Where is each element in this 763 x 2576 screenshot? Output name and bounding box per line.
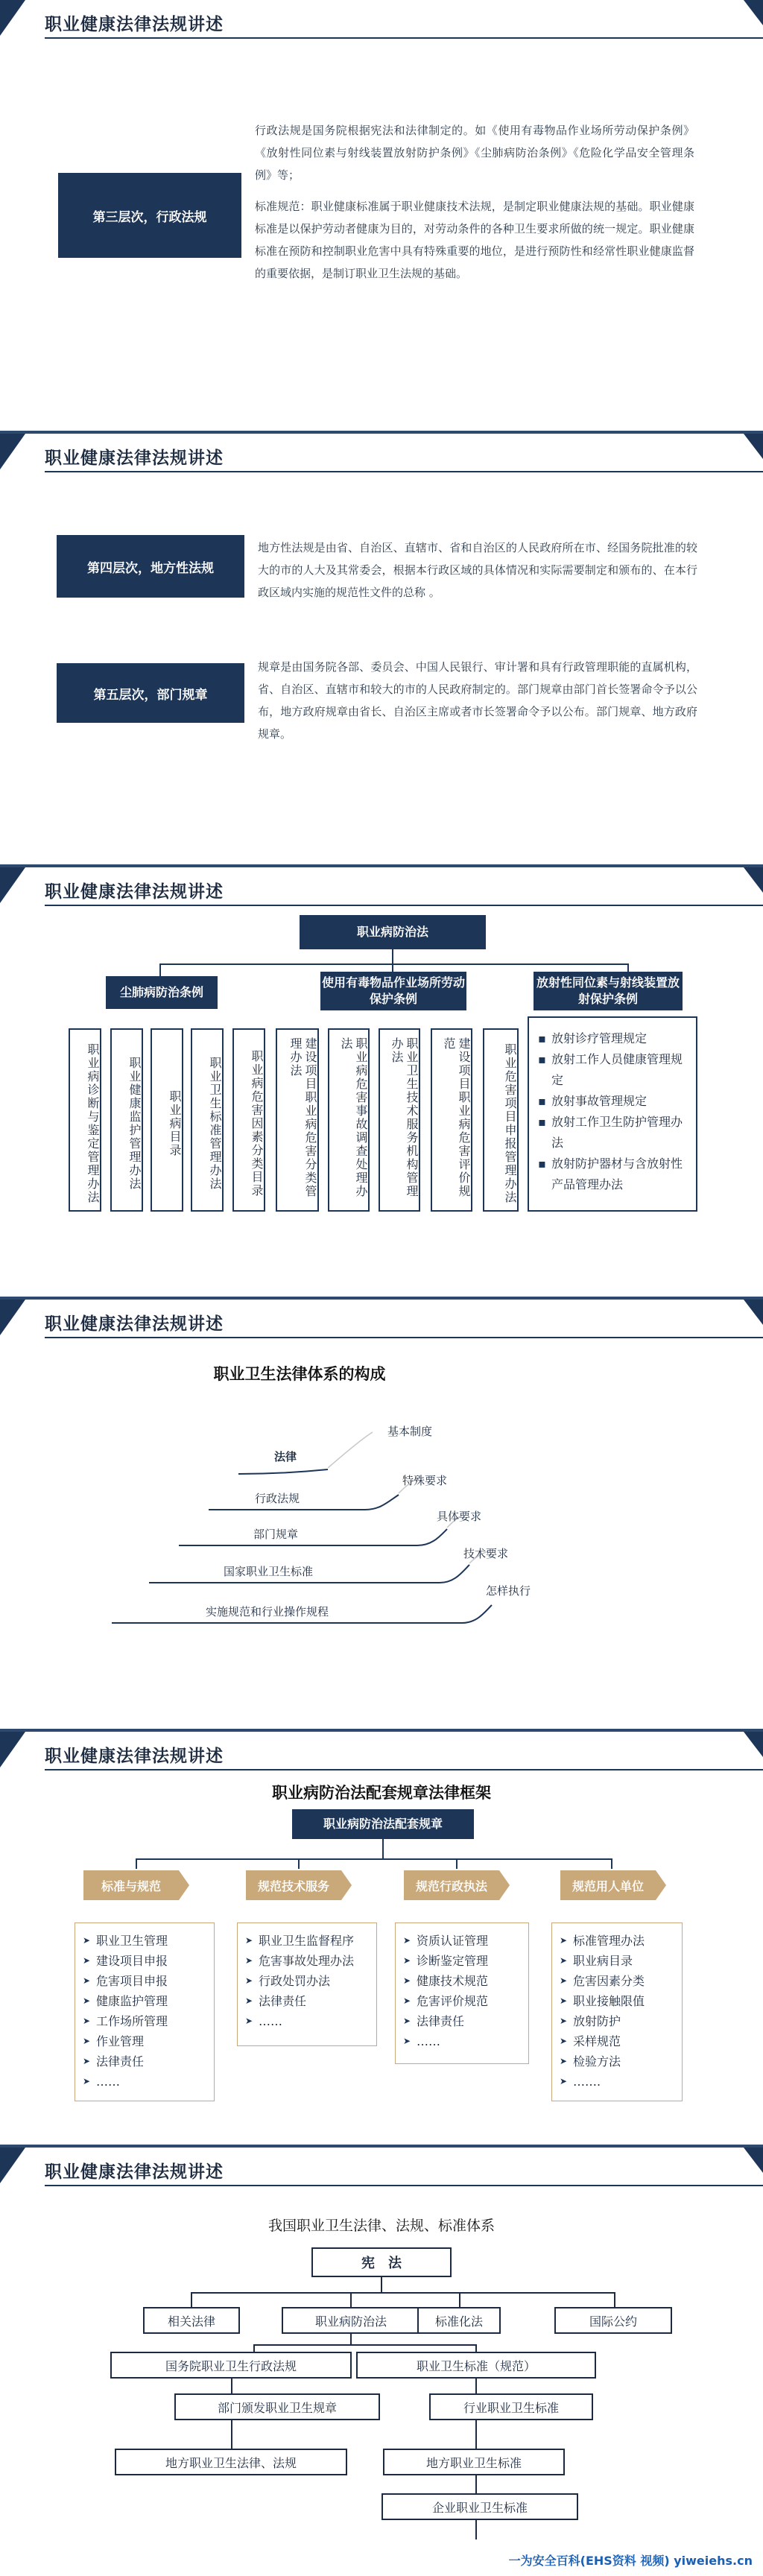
level-five-box: 第五层次，部门规章 [57, 663, 244, 723]
list-item: ➤ 放射防护 [560, 2011, 676, 2031]
list-item: ➤ 危害事故处理办法 [245, 1951, 370, 1971]
root-connector [392, 949, 393, 964]
curve-arrow [328, 1432, 373, 1468]
branch-connector [298, 1858, 300, 1869]
list-item: ➤ ……. [560, 2072, 676, 2092]
enterprise-standards-box: 企业职业卫生标准 [382, 2493, 578, 2520]
dept-rules-box: 部门颁发职业卫生规章 [174, 2393, 380, 2420]
list-item: ➤ 行政处罚办法 [245, 1971, 370, 1991]
list-item: ➤ 法律责任 [245, 1991, 370, 2011]
list-item: ➤ 诊断鉴定管理 [403, 1951, 522, 1971]
occupational-standards-box: 职业卫生标准（规范） [356, 2352, 596, 2379]
list-item: ➤ 资质认证管理 [403, 1931, 522, 1951]
standards-paragraph: 标准规范：职业健康标准属于职业健康技术法规，是制定职业健康法规的基础。职业健康标准是以保护劳动者健康为目的，对劳动条件的各种卫生要求所做的统一规定。职业健康标准在预防和控制职业危害中具有特殊重要的地位，是进行预防性和经常性职业健康监督的重要依据，是制订职业卫生法规的基础。 [255, 200, 694, 280]
connector [253, 2344, 255, 2352]
system-title: 职业卫生法律体系的构成 [213, 1365, 386, 1383]
connector [253, 2344, 477, 2346]
vertical-doc-box: 职业卫生技术服务机构管理办法 [379, 1028, 420, 1212]
vertical-doc-box: 职业病危害因素分类目录 [232, 1028, 265, 1212]
vertical-doc-box: 职业病危害事故调查处理办法 [328, 1028, 370, 1212]
header-title: 职业健康法律法规讲述 [45, 1747, 224, 1766]
list-item: ▪ 放射事故管理规定 [538, 1091, 688, 1112]
level-practice: 实施规范和行业操作规程 [206, 1605, 329, 1618]
level-law: 法律 [274, 1450, 297, 1463]
header-accent [0, 1732, 25, 1768]
branch-box-pneumoconiosis: 尘肺病防治条例 [106, 976, 218, 1009]
connector [350, 2292, 352, 2307]
slide-administrative-regulations [0, 0, 763, 431]
col-label-enforcement: 规范行政执法 [404, 1870, 499, 1900]
level-standard: 国家职业卫生标准 [224, 1565, 314, 1578]
col-label-employer: 规范用人单位 [560, 1870, 656, 1900]
list-item: ➤ 法律责任 [83, 2051, 208, 2072]
list-item: ➤ 建设项目申报 [83, 1951, 208, 1971]
list-item: ➤ 法律责任 [403, 2011, 522, 2031]
list-item: ➤ …… [403, 2031, 522, 2051]
list-item: ➤ 危害因素分类 [560, 1971, 676, 1991]
vertical-doc-box: 建设项目职业病危害分类管理办法 [276, 1028, 319, 1212]
header-rule [45, 37, 763, 39]
header-title: 职业健康法律法规讲述 [45, 882, 224, 902]
connector [475, 2344, 477, 2352]
framework-title: 职业病防治法配套规章法律框架 [272, 1784, 491, 1802]
branch-connector [136, 1858, 137, 1869]
col-label-tech-service: 规范技术服务 [246, 1870, 341, 1900]
header-accent [0, 2148, 25, 2183]
branch-bar [136, 1858, 612, 1860]
corner-accent [744, 434, 763, 459]
related-laws-box: 相关法律 [143, 2307, 240, 2334]
connector [614, 2292, 615, 2307]
header-rule [45, 1769, 763, 1770]
corner-accent [744, 0, 763, 25]
branch-connector [456, 1858, 458, 1869]
slide-header [0, 0, 763, 42]
header-rule [45, 471, 763, 472]
list-item: ▪ 放射工作人员健康管理规定 [538, 1049, 688, 1091]
industry-standards-box: 行业职业卫生标准 [429, 2393, 593, 2420]
local-regulation-paragraph: 地方性法规是由省、自治区、直辖市、省和自治区的人民政府所在市、经国务院批准的较大的市的人大及其常委会，根据本行政区域的具体情况和实际需要制定和颁布的、在本行政区域内实施的规范性文件的总称 。 [258, 541, 697, 599]
note-technical: 技术要求 [463, 1547, 509, 1560]
list-item: ➤ 工作场所管理 [83, 2011, 208, 2031]
list-item: ➤ 作业管理 [83, 2031, 208, 2051]
branch-connector [159, 963, 161, 977]
header-rule [45, 905, 763, 906]
list-item: ➤ 职业病目录 [560, 1951, 676, 1971]
list-item: ➤ 健康技术规范 [403, 1971, 522, 1991]
level-four-box: 第四层次，地方性法规 [57, 535, 244, 598]
connector [191, 2292, 192, 2307]
header-title: 职业健康法律法规讲述 [45, 15, 224, 34]
list-item: ➤ 危害评价规范 [403, 1991, 522, 2011]
list-item: ▪ 放射工作卫生防护管理办法 [538, 1112, 688, 1153]
header-accent [0, 0, 25, 36]
slide-occupational-disease-law-tree [0, 867, 763, 1297]
tree-root-box: 职业病防治法 [300, 915, 486, 949]
col-list-employer [551, 1922, 683, 2101]
connector [459, 2292, 460, 2307]
branch-box-toxic: 使用有毒物品作业场所劳动保护条例 [320, 972, 466, 1010]
list-item: ➤ 职业卫生管理 [83, 1931, 208, 1951]
state-council-regulations-box: 国务院职业卫生行政法规 [110, 2352, 352, 2379]
corner-accent [744, 2148, 763, 2173]
level-admin: 行政法规 [255, 1492, 300, 1505]
col-list-enforcement [395, 1922, 529, 2064]
header-title: 职业健康法律法规讲述 [45, 1314, 224, 1334]
note-how: 怎样执行 [486, 1584, 531, 1598]
admin-regulation-paragraph: 行政法规是国务院根据宪法和法律制定的。如《使用有毒物品作业场所劳动保护条例》《放射性同位素与射线装置放射防护条例》《尘肺病防治条例》《危险化学品安全管理条例》等； [255, 124, 694, 182]
header-accent [0, 867, 25, 903]
list-item: ➤ …… [83, 2072, 208, 2092]
col-list-standards [75, 1922, 215, 2101]
level-three-box: 第三层次，行政法规 [58, 173, 241, 258]
system-tree-title: 我国职业卫生法律、法规、标准体系 [267, 2218, 495, 2234]
connector [381, 2277, 382, 2292]
footer-watermark: 一为安全百科(EHS资料 视频) yiweiehs.cn [508, 2554, 753, 2568]
vertical-doc-box: 职业健康监护管理办法 [110, 1028, 143, 1212]
connector [350, 2334, 352, 2344]
slide-header [0, 867, 763, 909]
list-item: ➤ 职业卫生监督程序 [245, 1931, 370, 1951]
list-item: ➤ 标准管理办法 [560, 1931, 676, 1951]
international-convention-box: 国际公约 [554, 2307, 672, 2334]
local-regulations-box: 地方职业卫生法律、法规 [115, 2449, 347, 2475]
branch-box-radiation: 放射性同位素与射线装置放射保护条例 [534, 972, 683, 1010]
vertical-doc-box: 职业卫生标准管理办法 [191, 1028, 224, 1212]
vertical-doc-box: 职业病目录 [151, 1028, 183, 1212]
corner-accent [744, 1300, 763, 1325]
list-item: ➤ 危害项目申报 [83, 1971, 208, 1991]
list-item: ➤ 健康监护管理 [83, 1991, 208, 2011]
connector [191, 2292, 615, 2294]
header-title: 职业健康法律法规讲述 [45, 449, 224, 468]
list-item: ▪ 放射诊疗管理规定 [538, 1028, 688, 1049]
header-rule [45, 2185, 763, 2186]
constitution-box: 宪 法 [311, 2247, 452, 2277]
slide-header [0, 1732, 763, 1773]
stair-line-dept [179, 1529, 447, 1545]
vertical-doc-box: 职业病诊断与鉴定管理办法 [69, 1028, 101, 1212]
framework-root-box: 职业病防治法配套规章 [292, 1809, 474, 1839]
radiation-rules-list [528, 1016, 697, 1212]
level-dept: 部门规章 [253, 1528, 299, 1541]
note-specific: 具体要求 [437, 1510, 482, 1523]
slide-legal-system-structure [0, 1300, 763, 1729]
department-rule-paragraph: 规章是由国务院各部、委员会、中国人民银行、审计署和具有行政管理职能的直属机构，省、自治区、直辖市和较大的市的人民政府制定的。部门规章由部门首长签署命令予以公布，地方政府规章由省长、自治区主席或者市长签署命令予以公布。部门规章、地方政府规章。 [258, 660, 697, 741]
slide-law-standard-system [0, 2148, 763, 2576]
corner-accent [744, 1732, 763, 1757]
list-item: ➤ 检验方法 [560, 2051, 676, 2072]
list-item: ➤ …… [245, 2011, 370, 2031]
note-basic: 基本制度 [387, 1425, 433, 1438]
stair-line-law [238, 1469, 328, 1474]
header-title: 职业健康法律法规讲述 [45, 2162, 224, 2182]
slide-local-regulations [0, 434, 763, 864]
local-standards-box: 地方职业卫生标准 [383, 2449, 565, 2475]
disease-law-box: 职业病防治法 [282, 2307, 420, 2334]
vertical-doc-box: 职业危害项目申报管理办法 [483, 1028, 519, 1212]
slide-supporting-regulations [0, 1732, 763, 2145]
branch-connector [611, 1858, 612, 1869]
root-connector [382, 1839, 384, 1858]
branch-bar [159, 963, 629, 965]
corner-accent [744, 867, 763, 893]
slide-header [0, 2148, 763, 2189]
list-item: ▪ 放射防护器材与含放射性产品管理办法 [538, 1153, 688, 1195]
note-special: 特殊要求 [402, 1474, 448, 1487]
standardization-law-box: 标准化法 [417, 2307, 501, 2334]
stair-line-admin [209, 1495, 399, 1510]
col-label-standards: 标准与规范 [83, 1870, 179, 1900]
header-accent [0, 434, 25, 469]
list-item: ➤ 采样规范 [560, 2031, 676, 2051]
slide-header [0, 434, 763, 475]
vertical-doc-box: 建设项目职业病危害评价规范 [431, 1028, 472, 1212]
list-item: ➤ 职业接触限值 [560, 1991, 676, 2011]
staircase-diagram [0, 1300, 763, 1729]
col-list-tech-service [237, 1922, 377, 2046]
